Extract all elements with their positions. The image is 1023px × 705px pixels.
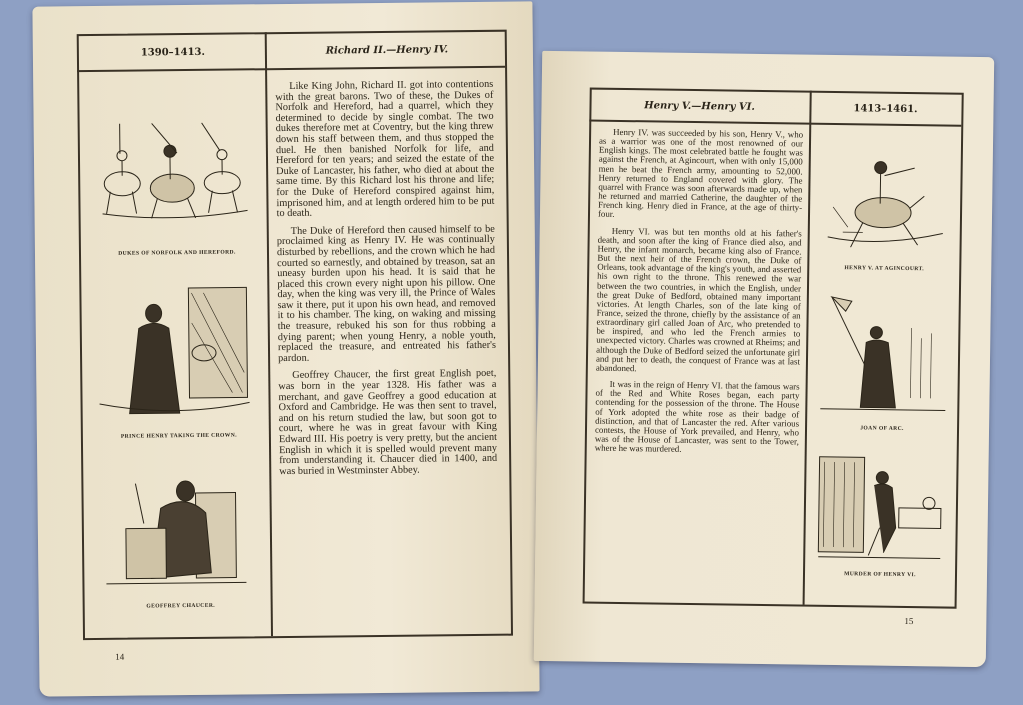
murder-henry-vi-illustration	[813, 447, 947, 567]
joan-of-arc-illustration	[815, 287, 949, 419]
right-page	[534, 51, 994, 667]
henry-v-caption: HENRY V. AT AGINCOURT.	[844, 265, 925, 273]
chaucer-caption: GEOFFREY CHAUCER.	[146, 602, 216, 610]
prince-henry-illustration	[93, 272, 255, 424]
right-body-text	[593, 128, 804, 599]
dukes-caption: DUKES OF NORFOLK AND HEREFORD.	[118, 249, 236, 257]
left-header-dates: 1390–1413.	[140, 46, 206, 59]
prince-henry-caption: PRINCE HENRY TAKING THE CROWN.	[120, 432, 238, 440]
left-paragraph-2: The Duke of Hereford then caused himself to be proclaimed king as Henry IV. He was continually disturbed by rebellions, and the crown which he had courted so earnestly, and obtained by treason, sat an uneasy burden upon his head. It is said that he placed this crown every night upon his pillow. One day, when the king was very ill, the Prince of Wales saw it there, put it upon his own head, and removed it to his chamber. The king, on waking and missing the treasure, rebuked his son for thus robbing a dying parent; when young Henry, a noble youth, replaced the treasure, and entreated his father's pardon.	[276, 223, 497, 364]
left-page-number: 14	[115, 651, 125, 662]
murder-henry-vi-caption: MURDER OF HENRY VI.	[844, 571, 916, 579]
right-paragraph-1: Henry IV. was succeeded by his son, Henry V., who as a warrior was one of the most renowned of our English kings. The most celebrated battle he fought was against the French, at Agincourt, when with only 15,000 men he beat the French army, amounting to 52,000. Henry returned to England covered with glory. The quarrel with France was soon afterwards made up, when he returned and married Catherine, the daughter of the French king. Henry died in France, at the age of thirty-four.	[597, 126, 804, 220]
right-page-number: 15	[904, 615, 914, 627]
henry-v-illustration	[817, 137, 951, 257]
left-page	[32, 1, 539, 696]
right-paragraph-2: Henry VI. was but ten months old at his father's death, and soon after the king of France died also, and Henry, the infant monarch, became king also of France. But the next heir of the French crown, the Duke of Orleans, took advantage of the king's youth, and asserted his own right to the throne. This renewed the war between the two countries, in which the English, under the great Duke of Bedford, obtained many important victories. At length Charles, son of the late king of France, seized the throne, chiefly by the assistance of an extraordinary girl called Joan of Arc, who pretended to be inspired, and who led the French armies to unexpected victory. Charles was crowned at Rheims; and although the Duke of Bedford seized the unfortunate girl and put her to death, the conquest of France was at last abandoned.	[595, 225, 802, 374]
right-paragraph-3: It was in the reign of Henry VI. that the famous wars of the Red and White Roses began, each party contending for the possession of the throne. The House of York adopted the white rose as their badge of distinction, and that of Lancaster the red. After various contests, the House of York prevailed, and Henry, who was of the House of Lancaster, was sent to the Tower, where he was murdered.	[594, 378, 800, 455]
joan-of-arc-caption: JOAN OF ARC.	[860, 425, 904, 432]
chaucer-illustration	[95, 452, 256, 594]
left-header-title: Richard II.—Henry IV.	[325, 44, 449, 57]
left-paragraph-3: Geoffrey Chaucer, the first great English poet, was born in the year 1328. His father was a merchant, and gave Geoffrey a good education at Oxford and Cambridge. He was then sent to travel, and on his return studied the law, but soon got to court, where he was in great favour with King Edward III. His poetry is very pretty, but the ancient English in which it is spelled would prevent many from understanding it. Chaucer died in 1400, and was buried in Westminster Abbey.	[278, 368, 498, 477]
right-header-title: Henry V.—Henry VI.	[644, 100, 755, 113]
right-header-dates: 1413–1461.	[853, 103, 918, 116]
left-paragraph-1: Like King John, Richard II. got into contentions with the great barons. Two of these, the Dukes of Norfolk and Hereford, had a quarrel, which they determined to decide by single combat. The two dukes therefore met at Coventry, but the king threw down his staff between them, and thus stopped the duel. He then banished Norfolk for life, and Hereford for ten years; and seized the estate of the Duke of Lancaster, his father, who died at about the same time. By this Richard lost his throne and life; for the Duke of Hereford conspired against him, imprisoned him, and at length ordered him to be put to death.	[275, 78, 495, 220]
dukes-illustration	[91, 82, 253, 244]
left-body-text	[275, 80, 499, 630]
